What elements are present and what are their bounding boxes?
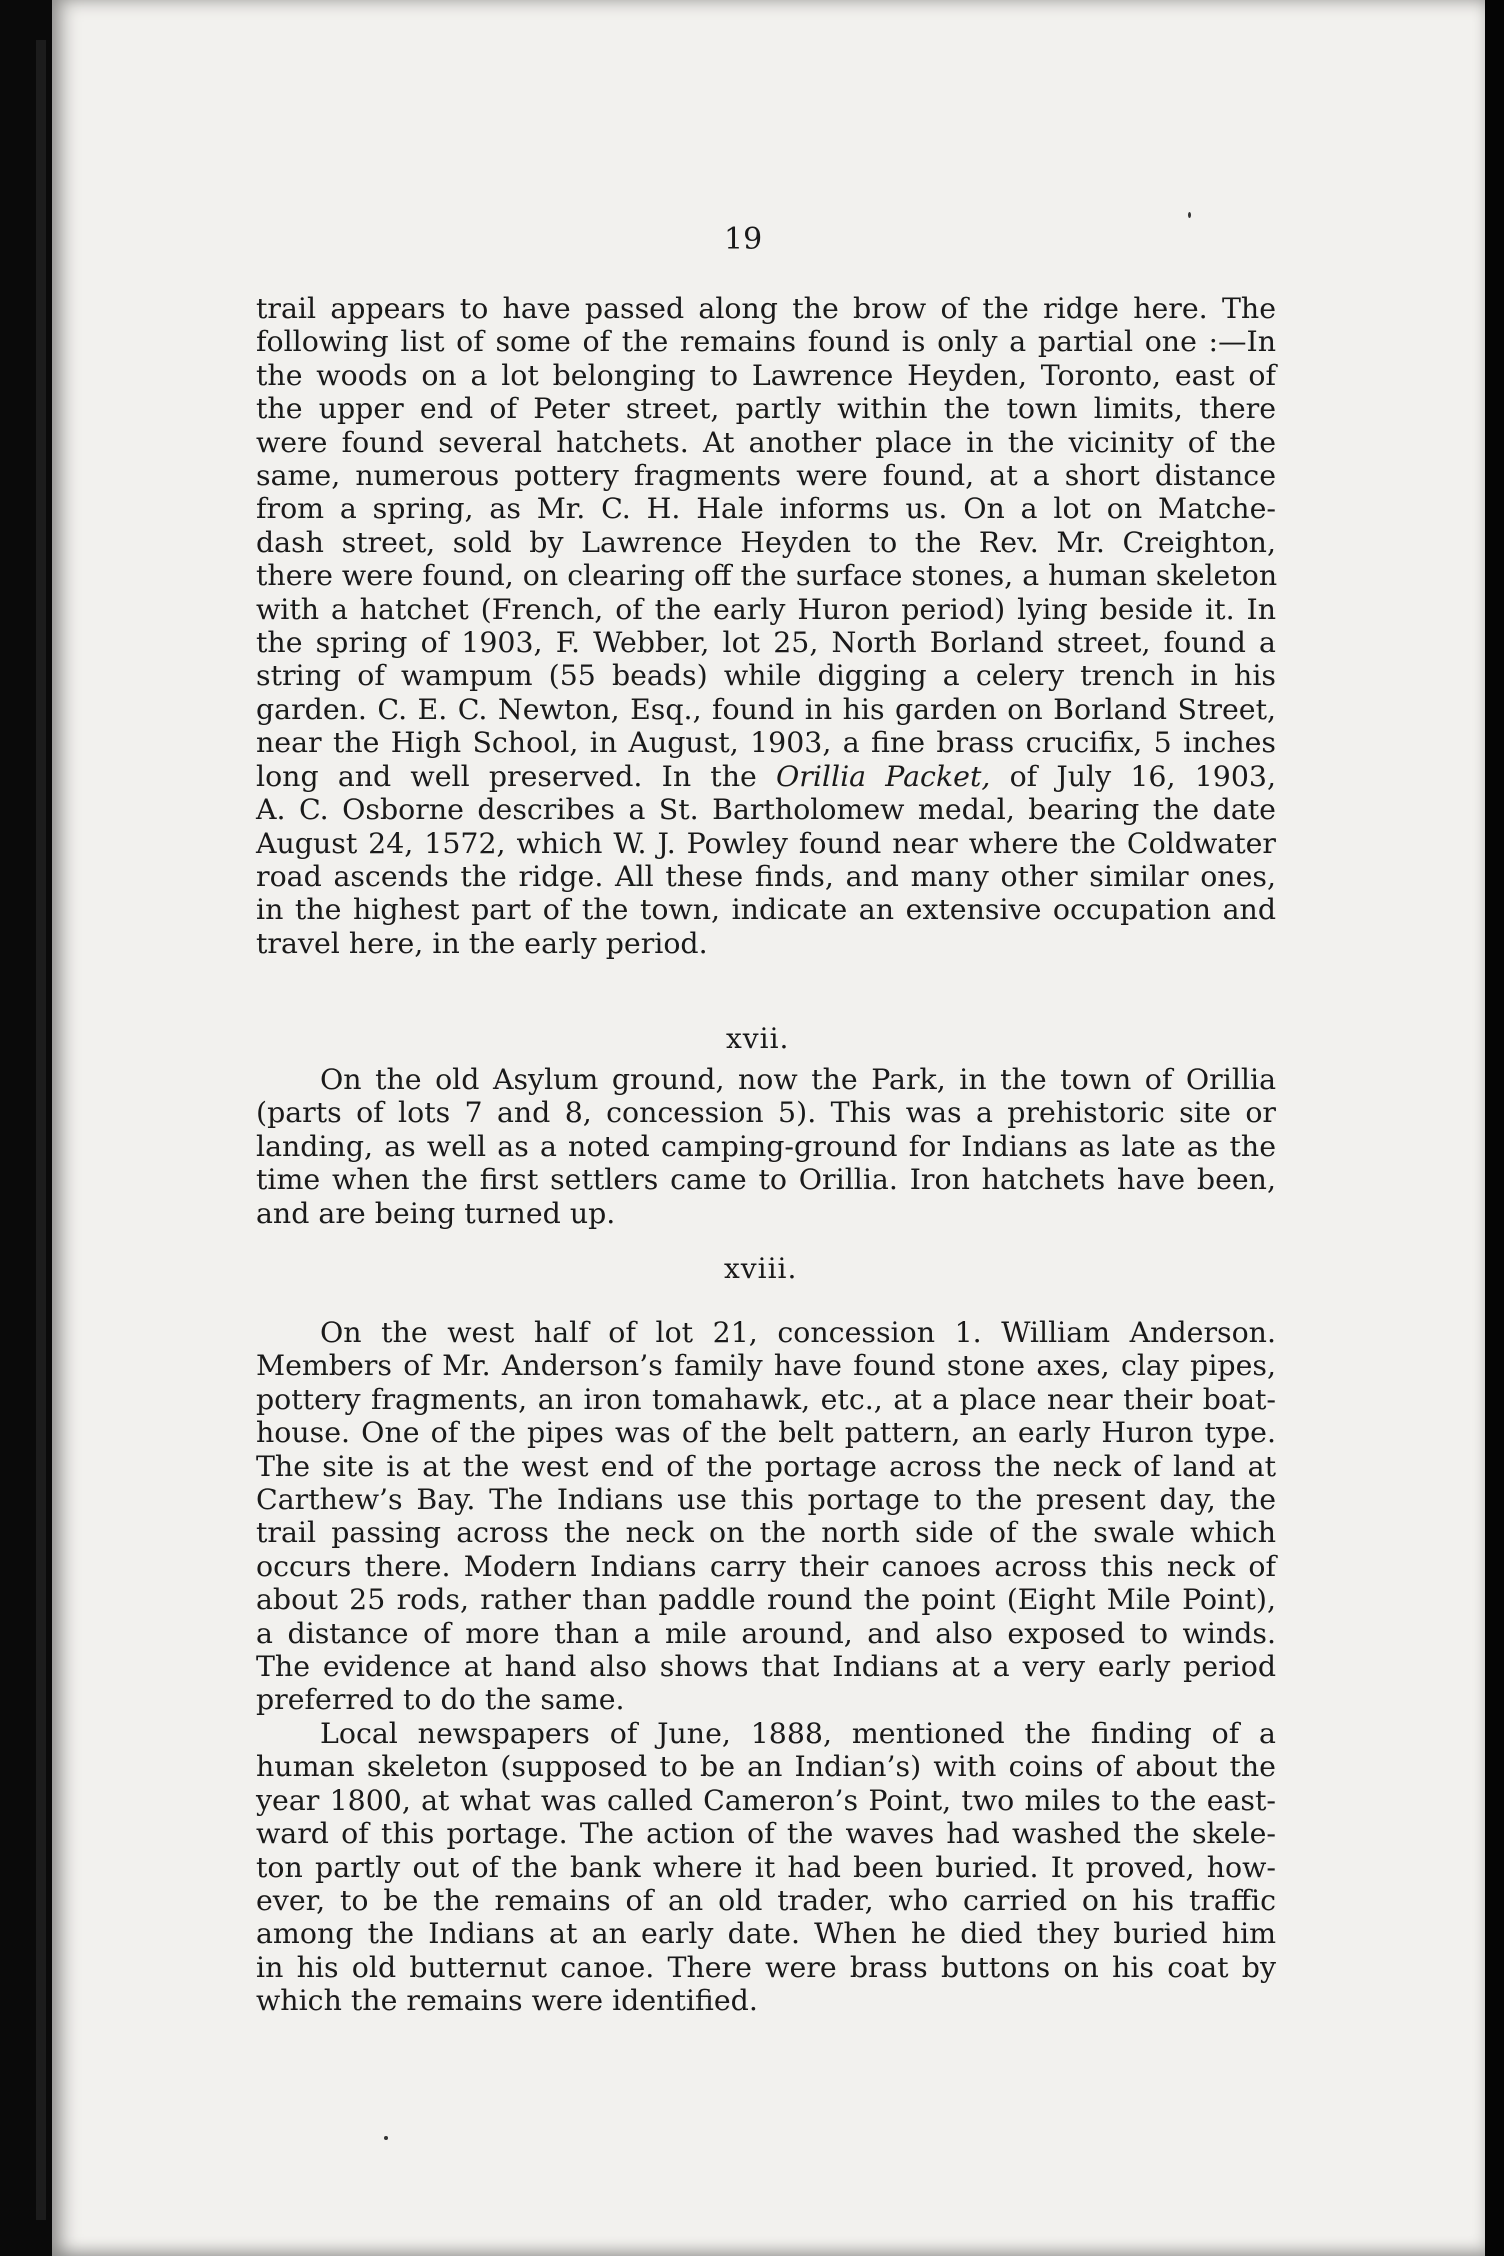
book-page [52,0,1485,2256]
text-line: time when the first settlers came to Orillia. Iron hatchets have been, [256,1163,1276,1197]
text-line: trail passing across the neck on the north side of the swale which [256,1516,1276,1550]
page-number: 19 [724,222,763,257]
section-xvii-paragraph [256,1063,1276,1230]
text-line: dash street, sold by Lawrence Heyden to the Rev. Mr. Creighton, [256,525,1276,559]
text-line: the upper end of Peter street, partly within the town limits, there [256,392,1276,426]
text-line: were found several hatchets. At another place in the vicinity of the [256,425,1276,459]
text-line: garden. C. E. C. Newton, Esq., found in his garden on Borland Street, [256,692,1276,726]
text-line: On the west half of lot 21, concession 1. William Anderson. [320,1316,1276,1349]
text-line: the spring of 1903, F. Webber, lot 25, North Borland street, found a [256,626,1276,660]
text-line: which the remains were identified. [256,1984,758,2018]
section-heading-xviii: xviii. [724,1252,798,1285]
text-line: The evidence at hand also shows that Indians at a very early period [256,1650,1276,1684]
text-line: ton partly out of the bank where it had been buried. It proved, how- [256,1850,1276,1884]
text-line: (parts of lots 7 and 8, concession 5). This was a prehistoric site or [256,1096,1276,1130]
newspaper-title: Orillia Packet, [776,759,991,793]
text-line: house. One of the pipes was of the belt pattern, an early Huron type. [256,1416,1276,1450]
text-line: road ascends the ridge. All these finds, and many other similar ones, [256,859,1276,893]
text-line: occurs there. Modern Indians carry their canoes across this neck of [256,1549,1276,1583]
text-line: there were found, on clearing off the surface stones, a human skeleton [256,559,1278,593]
text-line: the woods on a lot belonging to Lawrence Heyden, Toronto, east of [256,358,1276,392]
text-line: On the old Asylum ground, now the Park, in the town of Orillia [320,1063,1276,1096]
text-line: landing, as well as a noted camping-ground for Indians as late as the [256,1129,1276,1163]
text-line: pottery fragments, an iron tomahawk, etc., at a place near their boat- [256,1382,1276,1416]
text-line: Carthew’s Bay. The Indians use this portage to the present day, the [256,1483,1276,1517]
scan-speck [1188,212,1191,218]
text-line: from a spring, as Mr. C. H. Hale informs us. On a lot on Matche- [256,492,1276,526]
text-line: ward of this portage. The action of the waves had washed the skele- [256,1817,1276,1851]
text-line: a distance of more than a mile around, and also exposed to winds. [256,1616,1276,1650]
text-line: string of wampum (55 beads) while digging a celery trench in his [256,659,1276,693]
text-line: same, numerous pottery fragments were found, at a short distance [256,459,1276,493]
section-heading-xvii: xvii. [726,1022,790,1055]
text-line: August 24, 1572, which W. J. Powley found near where the Coldwater [256,826,1276,860]
text-line: travel here, in the early period. [256,926,708,960]
text-line: preferred to do the same. [256,1683,625,1717]
text-segment: of July 16, 1903, [990,759,1276,793]
text-line: year 1800, at what was called Cameron’s Point, two miles to the east- [256,1783,1276,1817]
scan-right-edge [1485,0,1504,2256]
paragraph-1 [256,292,1276,960]
text-line: in the highest part of the town, indicate an extensive occupation and [256,893,1276,927]
text-line: in his old butternut canoe. There were brass buttons on his coat by [256,1950,1276,1984]
text-line: Members of Mr. Anderson’s family have found stone axes, clay pipes, [256,1349,1276,1383]
text-line: A. C. Osborne describes a St. Bartholomew medal, bearing the date [256,793,1276,827]
text-line: among the Indians at an early date. When he died they buried him [256,1917,1276,1951]
binding-shadow [36,40,46,2220]
text-line: ever, to be the remains of an old trader, who carried on his traffic [256,1884,1276,1918]
text-line: human skeleton (supposed to be an Indian’s) with coins of about the [256,1750,1276,1784]
section-xviii-paragraph-2 [256,1717,1276,2018]
scan-left-edge [0,0,52,2256]
text-line: and are being turned up. [256,1196,616,1230]
text-line [256,760,1276,793]
text-line: The site is at the west end of the portage across the neck of land at [256,1449,1276,1483]
text-line: following list of some of the remains found is only a partial one :—In [256,325,1276,359]
text-line: Local newspapers of June, 1888, mentioned the finding of a [320,1717,1276,1750]
text-line: trail appears to have passed along the brow of the ridge here. The [256,292,1276,325]
section-xviii-paragraph-1 [256,1316,1276,1717]
text-line: about 25 rods, rather than paddle round the point (Eight Mile Point), [256,1583,1276,1617]
text-line: near the High School, in August, 1903, a fine brass crucifix, 5 inches [256,726,1276,760]
text-segment: long and well preserved. In the [256,759,776,793]
scan-speck [384,2136,388,2140]
text-line: with a hatchet (French, of the early Huron period) lying beside it. In [256,592,1276,626]
